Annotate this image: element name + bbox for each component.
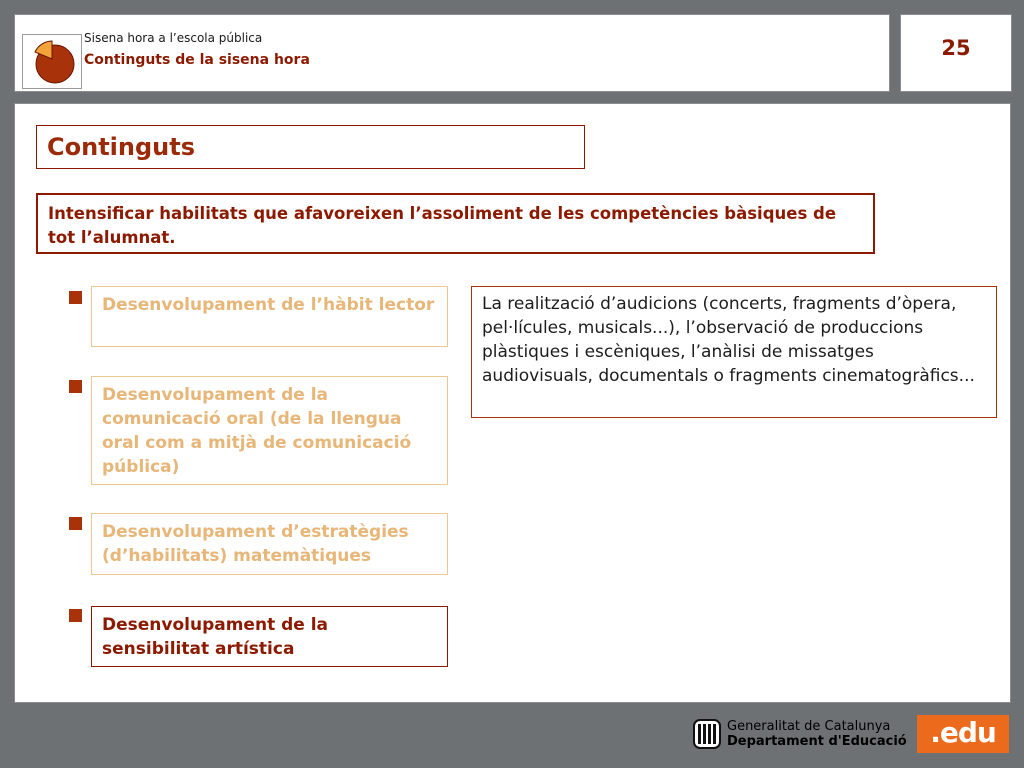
item-estrategies-matematiques[interactable] <box>91 513 448 575</box>
detail-text: La realització d’audicions (concerts, fragments d’òpera, pel·lícules, musicals...), l’observació de produccions plàstiques i escèniques, l’anàlisi de missatges audiovisuals, documentals o fragments cinematogràfics... <box>482 294 975 386</box>
header-title: Continguts de la sisena hora <box>84 52 310 68</box>
pie-chart-icon <box>22 34 82 89</box>
item-label: Desenvolupament de la sensibilitat artística <box>102 615 329 659</box>
intro-box <box>36 193 875 254</box>
page-number: 25 <box>941 36 971 60</box>
detail-box <box>471 286 997 418</box>
department-name: Departament d'Educació <box>727 734 907 749</box>
square-bullet-icon <box>69 380 82 393</box>
item-label: Desenvolupament de la comunicació oral (de la llengua oral com a mitjà de comunicació pública) <box>102 385 412 477</box>
square-bullet-icon <box>69 291 82 304</box>
edu-logo-text: .edu <box>930 716 996 749</box>
intro-text: Intensificar habilitats que afavoreixen l’assoliment de les competències bàsiques de tot l’alumnat. <box>48 204 837 247</box>
square-bullet-icon <box>69 609 82 622</box>
header-subtitle: Sisena hora a l’escola pública <box>84 31 263 45</box>
section-heading: Continguts <box>47 133 195 161</box>
item-comunicacio-oral[interactable] <box>91 376 448 485</box>
item-sensibilitat-artistica[interactable] <box>91 606 448 667</box>
gencat-emblem-icon <box>693 719 721 749</box>
item-label: Desenvolupament d’estratègies (d’habilitats) matemàtiques <box>102 522 409 566</box>
square-bullet-icon <box>69 517 82 530</box>
item-habit-lector[interactable] <box>91 286 448 347</box>
item-label: Desenvolupament de l’hàbit lector <box>102 295 435 315</box>
gencat-name: Generalitat de Catalunya <box>727 719 891 734</box>
